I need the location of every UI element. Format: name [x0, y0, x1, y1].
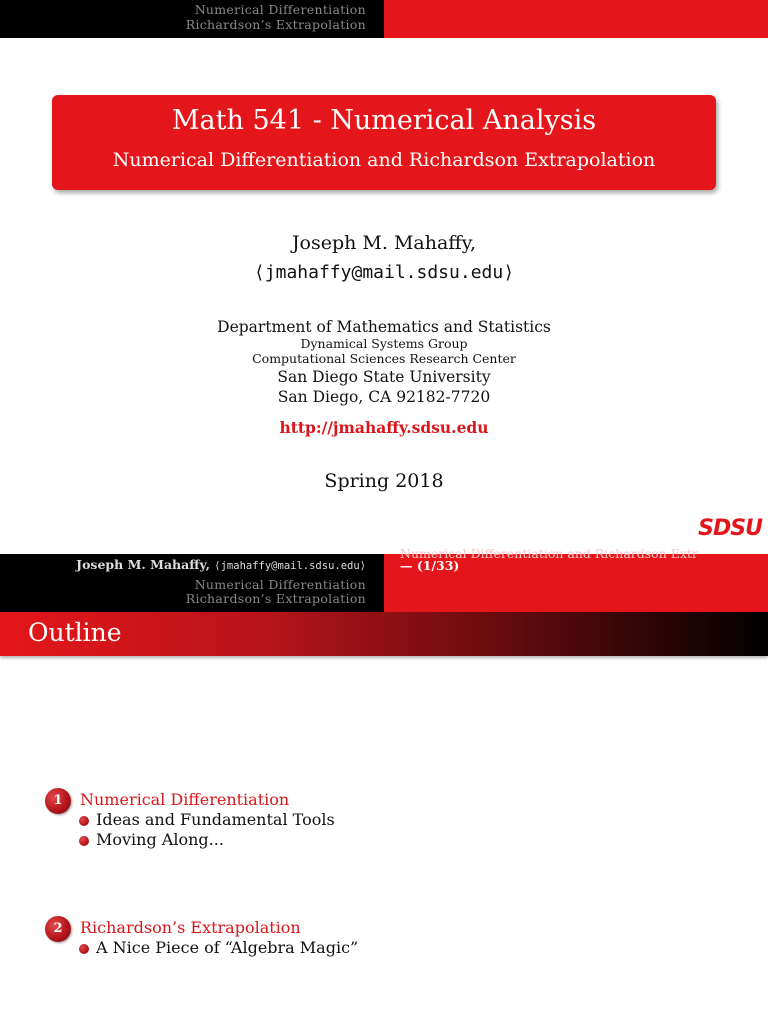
footer-author-email: ⟨jmahaffy@mail.sdsu.edu⟩: [214, 560, 366, 572]
outline-subsection-ideas[interactable]: Ideas and Fundamental Tools: [96, 810, 335, 829]
footer-author: [76, 557, 366, 572]
outline-subsection-algebra-magic[interactable]: A Nice Piece of “Algebra Magic”: [96, 938, 359, 957]
top-nav-dark-panel: [0, 0, 384, 38]
footer-nav-numerical-differentiation[interactable]: Numerical Differentiation: [194, 577, 366, 592]
footer-short-title: Numerical Differentiation and Richardson Extr: [400, 546, 698, 561]
outline-subsection-moving-along[interactable]: Moving Along...: [96, 830, 224, 849]
author-email[interactable]: ⟨jmahaffy@mail.sdsu.edu⟩: [253, 262, 515, 283]
research-group: Dynamical Systems Group: [300, 336, 468, 351]
research-center: Computational Sciences Research Center: [252, 351, 516, 366]
section-number-badge: 1: [45, 788, 71, 814]
top-nav-red-panel: [384, 0, 768, 38]
title-box: [52, 95, 716, 190]
university: San Diego State University: [277, 368, 491, 386]
nav-link-numerical-differentiation[interactable]: Numerical Differentiation: [194, 2, 366, 17]
section-number-badge: 2: [45, 916, 71, 942]
author-name: Joseph M. Mahaffy,: [291, 232, 477, 254]
department: Department of Mathematics and Statistics: [217, 318, 551, 336]
footer-nav-richardson-extrapolation[interactable]: Richardson’s Extrapolation: [185, 591, 366, 606]
footer-dark-panel: [0, 554, 384, 612]
term: Spring 2018: [324, 470, 444, 492]
outline-section-numerical-differentiation[interactable]: Numerical Differentiation: [80, 790, 290, 809]
address: San Diego, CA 92182-7720: [277, 388, 491, 406]
sdsu-logo: SDSU: [698, 516, 762, 541]
bullet-icon: [79, 944, 89, 954]
bullet-icon: [79, 836, 89, 846]
bullet-icon: [79, 816, 89, 826]
footer-bar: [0, 546, 768, 612]
footer-page-number: — (1/33): [400, 558, 460, 573]
top-nav-bar: [0, 0, 768, 38]
outline-section-richardson-extrapolation[interactable]: Richardson’s Extrapolation: [80, 918, 301, 937]
homepage-link[interactable]: http://jmahaffy.sdsu.edu: [279, 418, 489, 437]
footer-red-panel: [384, 546, 768, 612]
presentation-subtitle: Numerical Differentiation and Richardson Extrapolation: [112, 149, 656, 171]
frame-title-bar: [0, 612, 768, 656]
nav-link-richardson-extrapolation[interactable]: Richardson’s Extrapolation: [185, 17, 366, 32]
presentation-title: Math 541 - Numerical Analysis: [171, 105, 597, 136]
frame-title: Outline: [28, 618, 122, 647]
footer-author-name: Joseph M. Mahaffy,: [76, 557, 210, 572]
